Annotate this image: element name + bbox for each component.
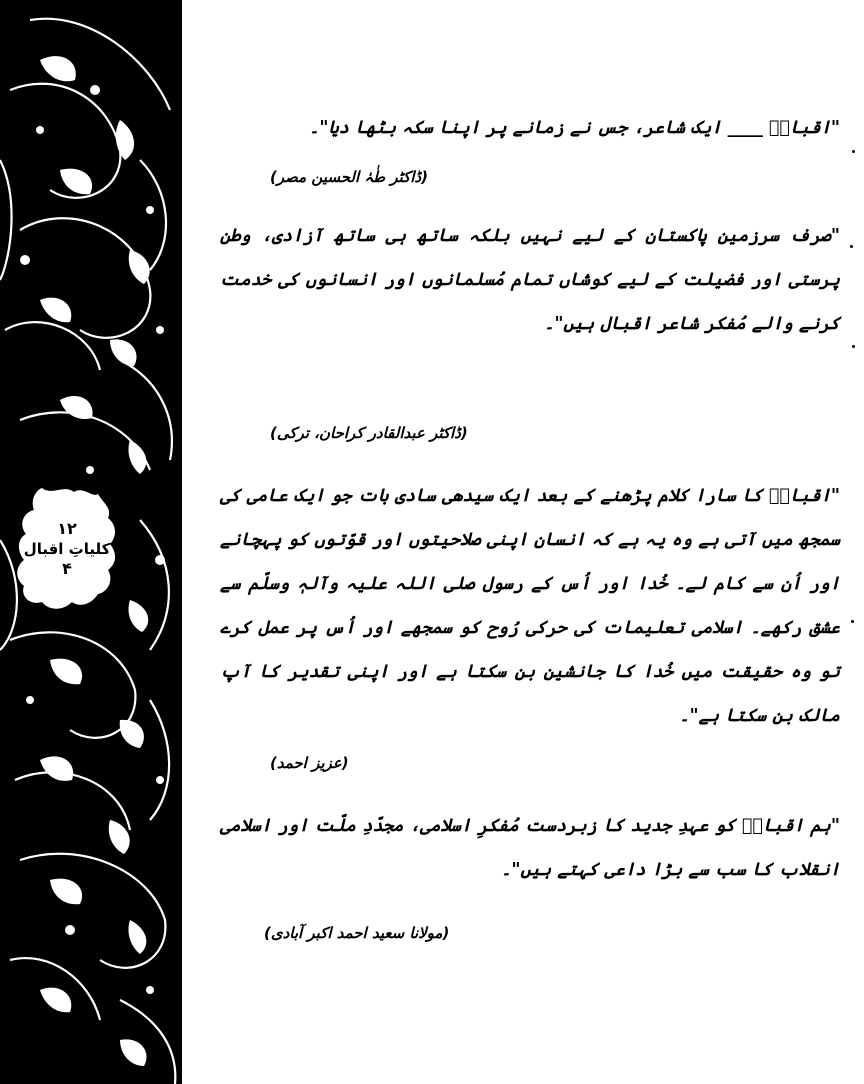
speck bbox=[852, 345, 855, 348]
speck bbox=[852, 150, 855, 153]
book-emblem bbox=[12, 482, 122, 616]
quote-author: (مولانا سعید احمد اکبر آبادی) bbox=[264, 924, 450, 942]
quote-text: "صرف سرزمین پاکستان کے لیے نہیں بلکہ ساتھ ہی ساتھ آزادی، وطن پرستی اور فضیلت کے لیے کوشاں تمام مُسلمانوں اور انسانوں کی خدمت کرنے والے مُفکر شاعر اقبال ہیں"۔ bbox=[220, 226, 840, 334]
quote-block bbox=[220, 106, 840, 150]
quote-text: "اقبالؒ کا سارا کلام پڑھنے کے بعد ایک سیدھی سادی بات جو ایک عامی کی سمجھ میں آتی ہے وہ یہ ہے کہ انسان اپنی صلاحیتوں اور قوّتوں کو پہچانے اور اُن سے کام لے۔ خُدا اور اُس کے رسول صلی اللہ علیہ وآلہٖ وسلّم سے عشق رکھے۔ اسلامی تعلیمات کی حرکی رُوح کو سمجھے اور اُس پر عمل کرے تو وہ حقیقت میں خُدا کا جانشین بن سکتا ہے اور اپنی تقدیر کا آپ مالک بن سکتا ہے"۔ bbox=[220, 486, 840, 726]
decorative-border bbox=[0, 0, 182, 1084]
quote-text: "ہم اقبالؒ کو عہدِ جدید کا زبردست مُفکرِ اسلامی، مجدّدِ ملّت اور اسلامی انقلاب کا سب سے بڑا داعی کہتے ہیں"۔ bbox=[220, 816, 840, 880]
quote-text: "اقبالؒ ____ ایک شاعر، جس نے زمانے پر اپنا سکہ بٹھا دیا"۔ bbox=[309, 118, 840, 138]
emblem-title: کلیاتِ اقبال bbox=[23, 540, 111, 558]
emblem-number-top: ۱۲ bbox=[57, 519, 77, 538]
emblem-number-bottom: ۴ bbox=[62, 559, 72, 578]
speck bbox=[851, 620, 854, 623]
quote-author: (ڈاکٹر عبدالقادر کراحان، ترکی) bbox=[270, 424, 468, 442]
quote-block bbox=[220, 474, 840, 738]
quote-block bbox=[220, 804, 840, 892]
quote-author: (ڈاکٹر طٰہٰ الحسین مصر) bbox=[270, 168, 428, 186]
quote-block bbox=[220, 214, 840, 346]
speck bbox=[850, 245, 853, 248]
quote-author: (عزیز احمد) bbox=[270, 754, 349, 772]
